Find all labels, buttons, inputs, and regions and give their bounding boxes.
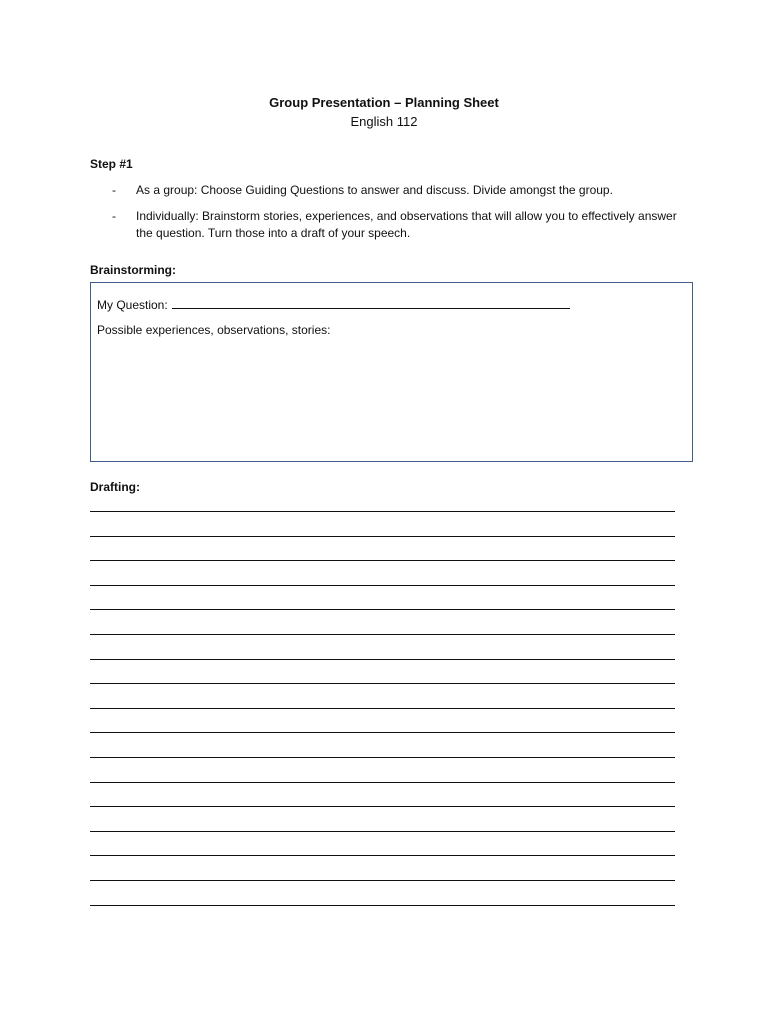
experiences-label: Possible experiences, observations, stories: (97, 323, 331, 337)
drafting-line[interactable] (90, 732, 675, 757)
drafting-line[interactable] (90, 831, 675, 856)
drafting-line[interactable] (90, 905, 675, 930)
instruction-item (112, 208, 692, 242)
instruction-item (112, 182, 692, 199)
drafting-line[interactable] (90, 757, 675, 782)
instruction-text: As a group: Choose Guiding Questions to answer and discuss. Divide amongst the group. (136, 183, 613, 197)
drafting-line[interactable] (90, 585, 675, 610)
drafting-line[interactable] (90, 634, 675, 659)
instruction-list (112, 182, 692, 251)
drafting-line[interactable] (90, 659, 675, 684)
my-question-field[interactable] (97, 297, 570, 313)
drafting-heading: Drafting: (90, 480, 140, 494)
instruction-text: Individually: Brainstorm stories, experiences, and observations that will allow you to effectively answer the question. Turn those into a draft of your speech. (136, 209, 677, 240)
drafting-line[interactable] (90, 609, 675, 634)
drafting-line[interactable] (90, 880, 675, 905)
drafting-lines[interactable] (90, 511, 675, 929)
my-question-label: My Question: (97, 298, 168, 312)
step-heading: Step #1 (90, 157, 133, 171)
drafting-line[interactable] (90, 511, 675, 536)
drafting-line[interactable] (90, 782, 675, 807)
page-title: Group Presentation – Planning Sheet (269, 95, 499, 110)
brainstorming-heading: Brainstorming: (90, 263, 177, 277)
drafting-line[interactable] (90, 708, 675, 733)
course-subtitle: English 112 (350, 114, 418, 129)
drafting-line[interactable] (90, 560, 675, 585)
drafting-line[interactable] (90, 683, 675, 708)
drafting-line[interactable] (90, 536, 675, 561)
drafting-line[interactable] (90, 855, 675, 880)
dash-bullet: - (112, 209, 116, 223)
dash-bullet: - (112, 183, 116, 197)
brainstorming-box[interactable] (90, 282, 693, 462)
drafting-line[interactable] (90, 806, 675, 831)
question-blank-line[interactable] (172, 297, 570, 309)
